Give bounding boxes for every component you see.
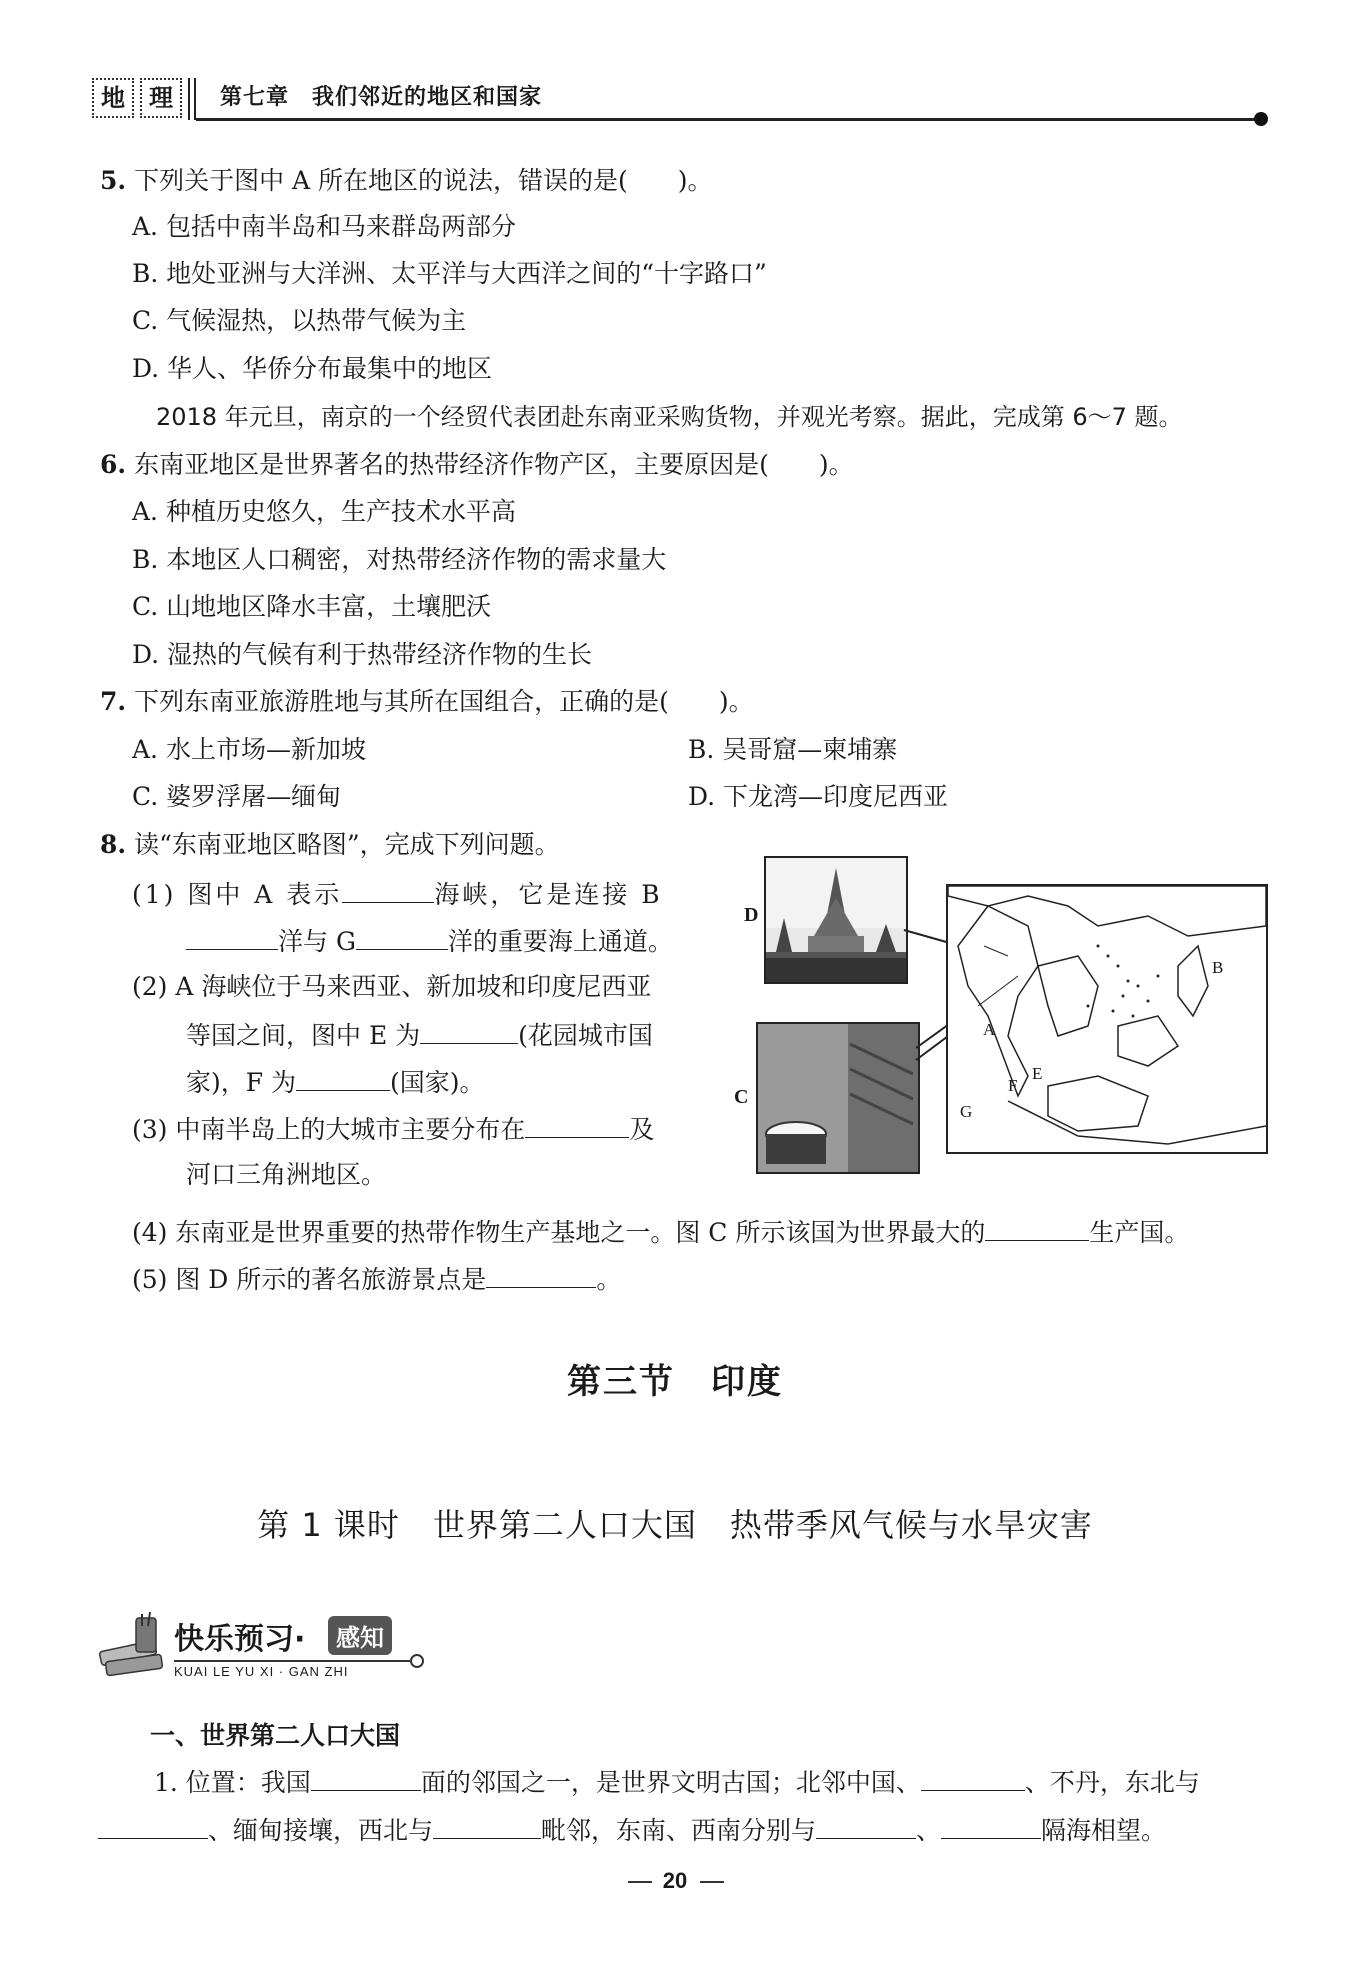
answer-blank[interactable] [296,1064,390,1091]
q8-part1-text: 洋的重要海上通道。 [447,927,673,956]
q8-part2-text: 等国之间，图中 E 为 [186,1021,421,1050]
q6-stem-line [100,448,854,482]
chapter-title: 第七章 我们邻近的地区和国家 [220,84,543,110]
answer-blank[interactable] [356,923,448,950]
rubber-tree-image [758,1024,918,1172]
banner-underline [174,1660,410,1662]
part1-text: 1. 位置：我国 [154,1768,311,1797]
answer-blank[interactable] [420,1017,518,1044]
answer-blank[interactable] [525,1111,629,1138]
banner-tag: 感知 [328,1616,392,1655]
q8-part3-line2: 河口三角洲地区。 [186,1160,387,1189]
q8-part2-line1: (2) A 海峡位于马来西亚、新加坡和印度尼西亚 [132,972,652,1001]
banner-title: 快乐预习· [174,1622,306,1657]
map-label-f: F [1008,1076,1018,1095]
map-label-a: A [983,1020,996,1039]
part1-text: 面的邻国之一，是世界文明古国；北邻中国、 [420,1768,921,1797]
q5-option-d: D. 华人、华侨分布最集中的地区 [132,354,493,383]
q6-option-a: A. 种植历史悠久，生产技术水平高 [132,497,516,526]
q8-part1-line2 [186,923,673,959]
q8-number: 8. [100,830,127,859]
q7-option-c: C. 婆罗浮屠—缅甸 [132,782,342,811]
q5-stem: 下列关于图中 A 所在地区的说法，错误的是( )。 [134,166,713,195]
q8-part2-text: (花园城市国 [518,1021,653,1050]
intro-6-7: 2018 年元旦，南京的一个经贸代表团赴东南亚采购货物，并观光考察。据此，完成第 6～7 题。 [156,403,1183,431]
q8-part1-text: (1) 图中 A 表示 [132,880,343,909]
q7-number: 7. [100,687,127,716]
q7-option-a: A. 水上市场—新加坡 [132,735,366,764]
q8-stem-line [100,828,560,862]
q5-option-b: B. 地处亚洲与大洋洲、太平洋与大西洋之间的“十字路口” [132,259,767,288]
page-header [92,78,1272,122]
answer-blank[interactable] [433,1812,541,1839]
q8-part5-text: 。 [596,1265,622,1294]
q5-option-c: C. 气候湿热，以热带气候为主 [132,306,467,335]
q7-option-b: B. 吴哥窟—柬埔寨 [688,735,898,764]
part1-text: 隔海相望。 [1041,1816,1167,1845]
banner-pinyin: KUAI LE YU XI · GAN ZHI [174,1664,349,1679]
banner-circle [410,1654,424,1668]
q8-part1-text: 洋与 G [278,927,356,956]
answer-blank[interactable] [186,923,278,950]
section-title: 第三节 印度 [567,1362,783,1402]
q8-part2-line3 [186,1064,485,1100]
q8-stem: 读“东南亚地区略图”，完成下列问题。 [134,830,560,859]
part1-text: 、 [916,1816,942,1845]
q8-part3-text: (3) 中南半岛上的大城市主要分布在 [132,1115,526,1144]
map-label-b: B [1212,958,1224,977]
q6-stem: 东南亚地区是世界著名的热带经济作物产区，主要原因是( )。 [134,450,854,479]
part1-line1 [154,1764,1200,1800]
q8-part5-line [132,1261,621,1297]
answer-blank[interactable] [486,1261,596,1288]
q8-part1-line1 [132,876,663,912]
q8-part2-text: 家)，F 为 [186,1068,297,1097]
part1-line2 [98,1812,1166,1848]
photo-d-label: D [744,904,759,926]
q8-part1-text: 海峡，它是连接 B [434,880,663,909]
answer-blank[interactable] [985,1214,1089,1241]
header-rule [196,118,1260,121]
q8-part4-line [132,1214,1189,1250]
southeast-asia-map [946,884,1268,1154]
q5-option-a: A. 包括中南半岛和马来群岛两部分 [132,212,516,241]
books-icon [96,1612,172,1686]
pagoda-image [766,858,906,982]
q8-part5-text: (5) 图 D 所示的著名旅游景点是 [132,1265,487,1294]
q8-part3-text: 及 [629,1115,655,1144]
subject-char-1: 地 [92,78,134,118]
page-number: 20 [662,1868,688,1893]
subject-char-2: 理 [140,78,182,118]
photo-d-pagoda [764,856,908,984]
q8-part3-line1 [132,1111,654,1147]
q6-option-c: C. 山地地区降水丰富，土壤肥沃 [132,592,492,621]
header-divider [194,78,196,120]
subject-label [92,78,182,118]
answer-blank[interactable] [98,1812,208,1839]
q7-option-d: D. 下龙湾—印度尼西亚 [688,782,949,811]
answer-blank[interactable] [921,1764,1025,1791]
answer-blank[interactable] [311,1764,421,1791]
part1-text: 、不丹，东北与 [1024,1768,1200,1797]
map-label-e: E [1032,1064,1043,1083]
header-divider [188,78,190,120]
q7-stem: 下列东南亚旅游胜地与其所在国组合，正确的是( )。 [134,687,754,716]
page-number-dash [700,1881,724,1883]
q8-part4-text: 生产国。 [1089,1218,1190,1247]
q5-stem-line [100,164,713,198]
map-label-g: G [960,1102,973,1121]
q6-number: 6. [100,450,127,479]
photo-c-rubber-tapping [756,1022,920,1174]
q6-option-b: B. 本地区人口稠密，对热带经济作物的需求量大 [132,545,667,574]
q6-option-d: D. 湿热的气候有利于热带经济作物的生长 [132,640,593,669]
q8-part4-text: (4) 东南亚是世界重要的热带作物生产基地之一。图 C 所示该国为世界最大的 [132,1218,986,1247]
q8-part2-text: (国家)。 [390,1068,485,1097]
lesson-title: 第 1 课时 世界第二人口大国 热带季风气候与水旱灾害 [257,1506,1093,1544]
header-rule-dot [1254,112,1268,126]
q7-stem-line [100,685,754,719]
part1-text: 、缅甸接壤，西北与 [208,1816,434,1845]
map-drawing [948,886,1266,1152]
preview-banner [96,1612,426,1686]
photo-c-label: C [734,1086,749,1108]
part1-text: 毗邻，东南、西南分别与 [541,1816,817,1845]
q5-number: 5. [100,166,127,195]
answer-blank[interactable] [342,876,434,903]
part1-heading: 一、世界第二人口大国 [150,1721,401,1750]
answer-blank[interactable] [941,1812,1041,1839]
q8-part2-line2 [186,1017,653,1053]
answer-blank[interactable] [816,1812,916,1839]
